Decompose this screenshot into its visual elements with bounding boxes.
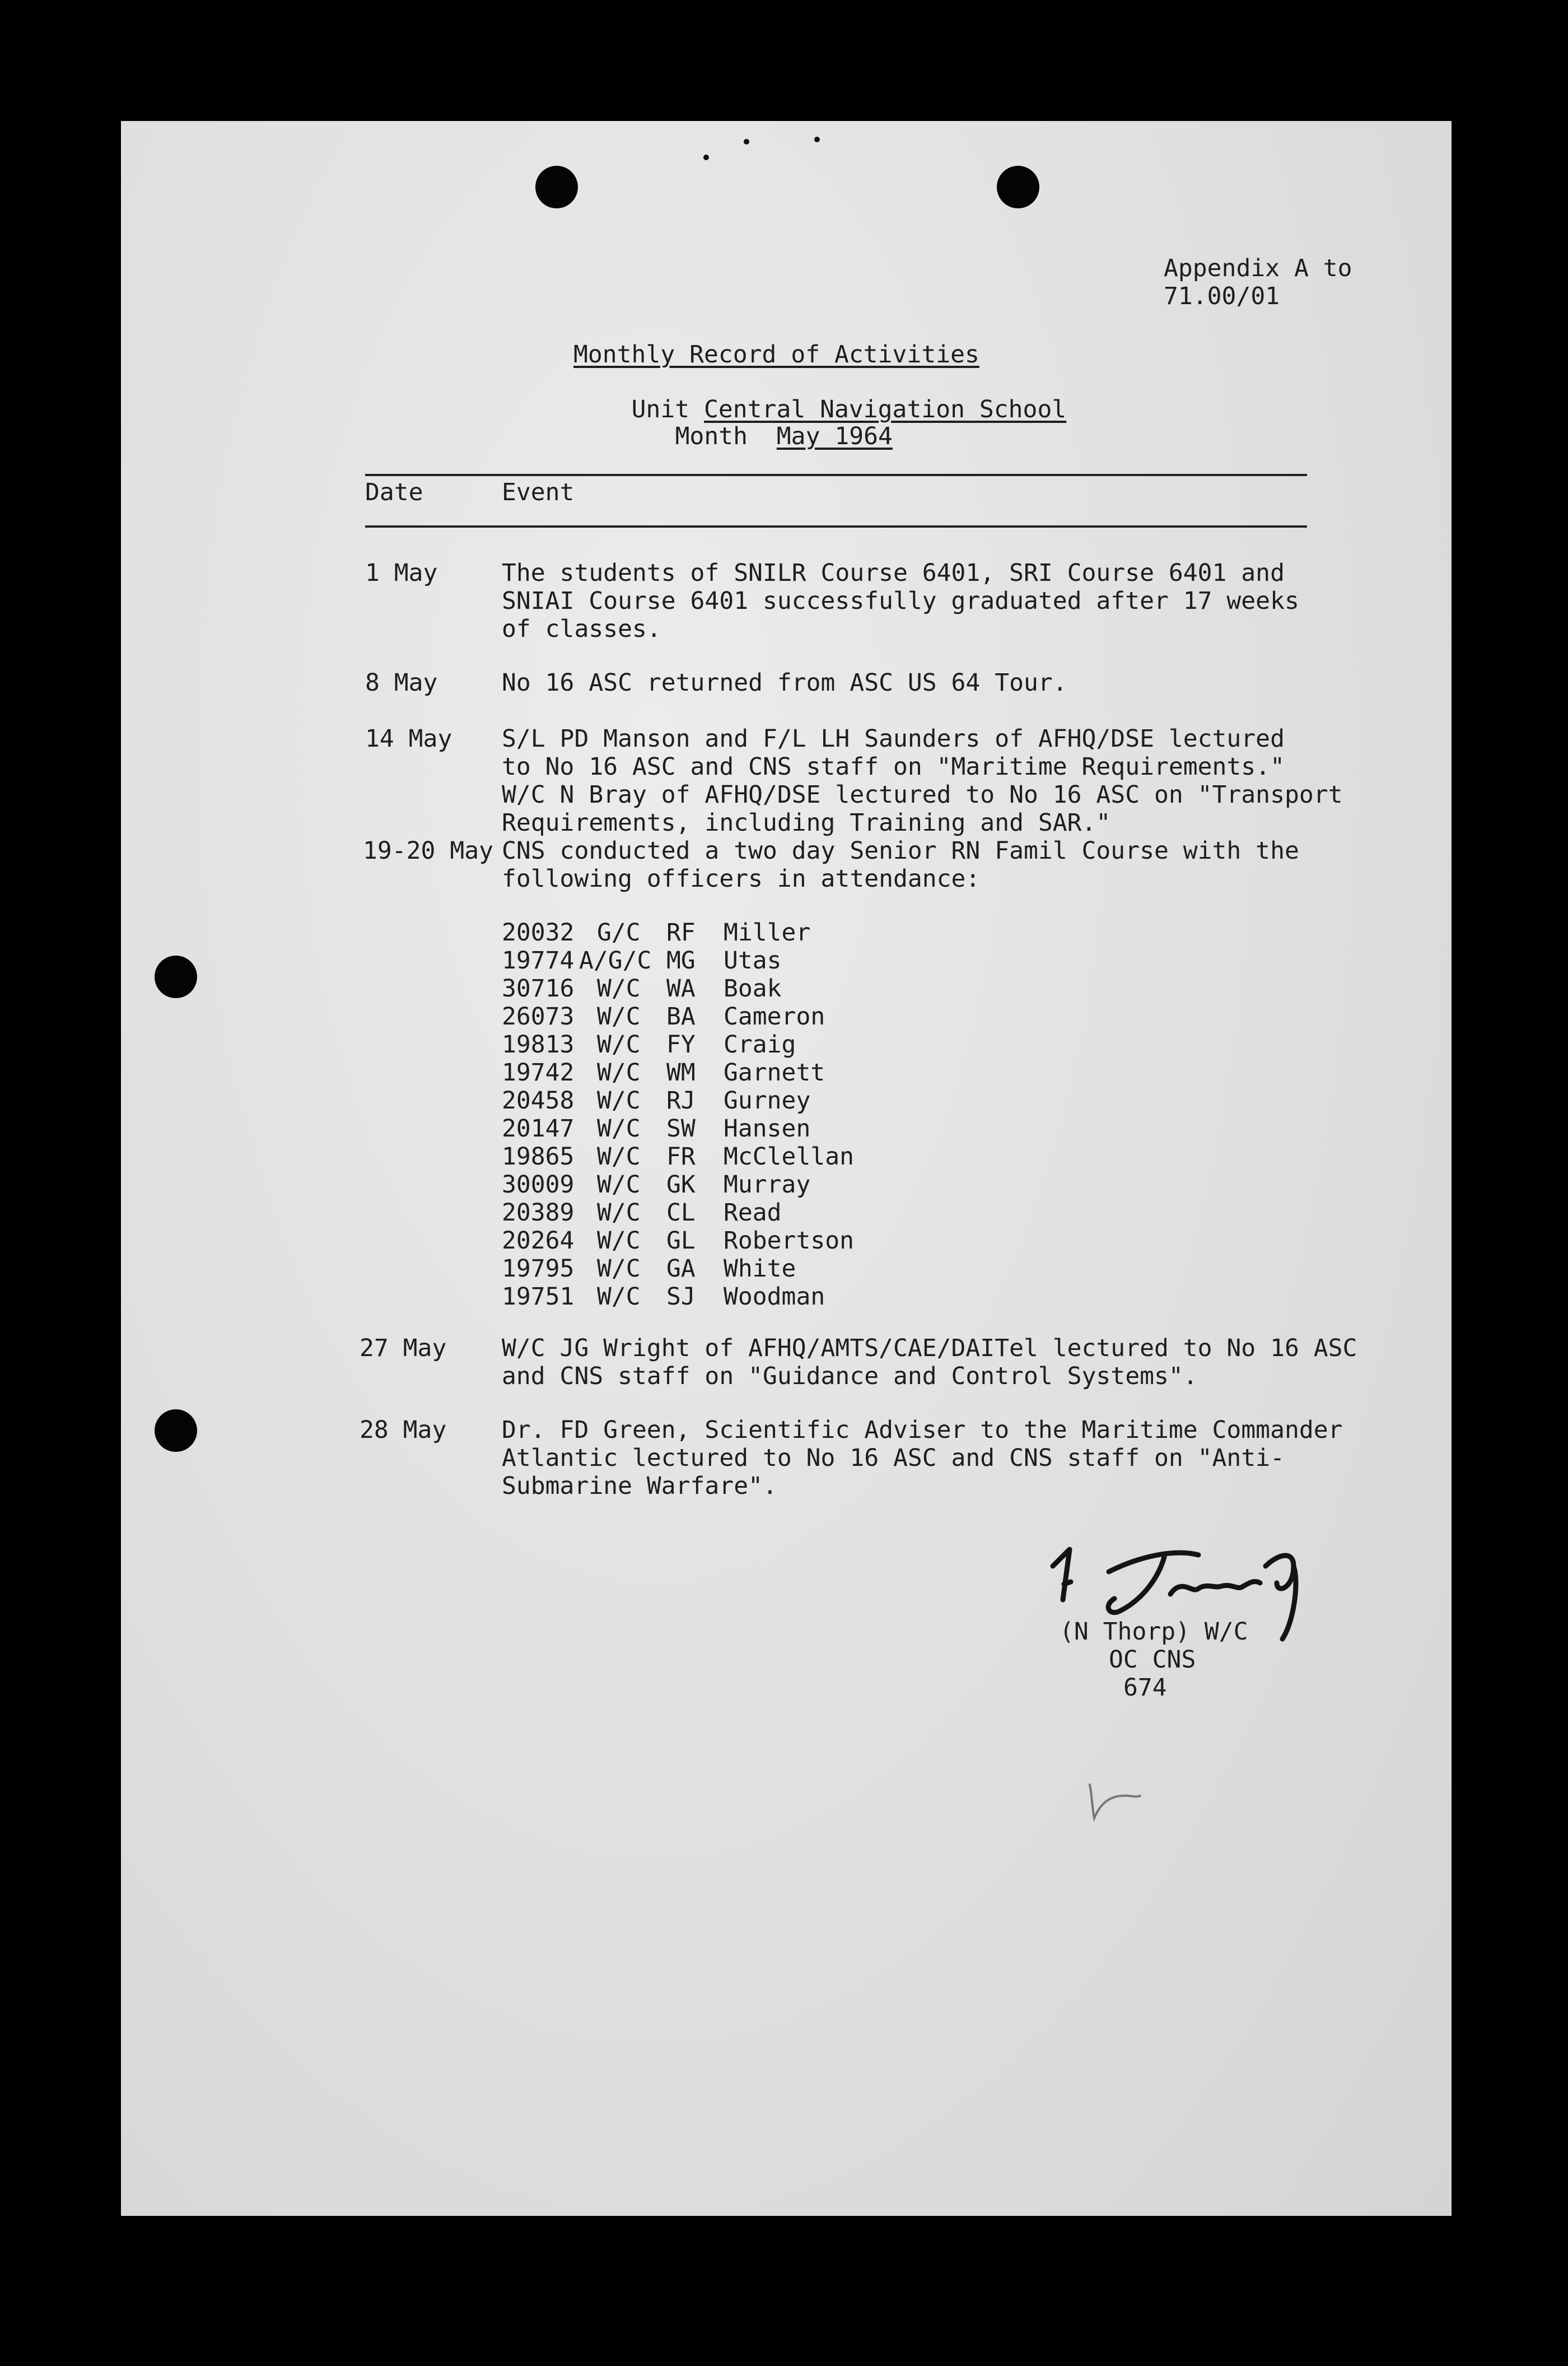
- officer-name: Garnett: [724, 1059, 825, 1087]
- officer-name: Murray: [724, 1171, 811, 1199]
- officer-initials: SJ: [666, 1283, 696, 1311]
- entry-event-line: Atlantic lectured to No 16 ASC and CNS staff on "Anti-: [502, 1444, 1285, 1472]
- document-title: Monthly Record of Activities: [573, 341, 979, 369]
- officer-initials: RF: [666, 919, 696, 947]
- officer-rank: W/C: [597, 1255, 641, 1283]
- officer-rank: W/C: [597, 1059, 641, 1087]
- officer-name: White: [724, 1255, 796, 1283]
- officer-initials: GL: [666, 1227, 696, 1255]
- entry-event-line: SNIAI Course 6401 successfully graduated after 17 weeks: [502, 587, 1299, 615]
- ink-speck: [744, 139, 749, 145]
- officer-rank: W/C: [597, 1143, 641, 1171]
- officer-number: 20032: [502, 919, 575, 947]
- entry-event-line: of classes.: [502, 615, 661, 643]
- officer-initials: BA: [666, 1003, 696, 1031]
- entry-event-line: W/C JG Wright of AFHQ/AMTS/CAE/DAITel lectured to No 16 ASC: [502, 1334, 1357, 1362]
- officer-rank: W/C: [597, 1115, 641, 1143]
- officer-name: Read: [724, 1199, 782, 1227]
- officer-name: Boak: [724, 975, 782, 1003]
- officer-rank: W/C: [597, 1199, 641, 1227]
- officer-initials: WM: [666, 1059, 696, 1087]
- officer-initials: CL: [666, 1199, 696, 1227]
- entry-date: 8 May: [365, 669, 438, 697]
- entry-date: 19-20 May: [363, 837, 493, 865]
- officer-initials: MG: [666, 947, 696, 975]
- entry-event-line: Requirements, including Training and SAR.": [502, 809, 1111, 837]
- officer-number: 19742: [502, 1059, 575, 1087]
- officer-rank: W/C: [597, 1283, 641, 1311]
- table-top-rule: [365, 474, 1307, 476]
- officer-initials: RJ: [666, 1087, 696, 1115]
- officer-rank: W/C: [597, 1003, 641, 1031]
- entry-event-line: No 16 ASC returned from ASC US 64 Tour.: [502, 669, 1067, 697]
- officer-initials: SW: [666, 1115, 696, 1143]
- entry-date: 1 May: [365, 559, 438, 587]
- officer-number: 19774: [502, 947, 575, 975]
- table-header-rule: [365, 525, 1307, 528]
- entry-event-line: and CNS staff on "Guidance and Control Systems".: [502, 1362, 1198, 1390]
- officer-number: 30716: [502, 975, 575, 1003]
- appendix-reference-line-1: Appendix A to: [1164, 254, 1352, 282]
- month-line: [617, 394, 893, 478]
- officer-number: 19795: [502, 1255, 575, 1283]
- officer-name: Hansen: [724, 1115, 811, 1143]
- officer-rank: W/C: [597, 1031, 641, 1059]
- officer-name: McClellan: [724, 1143, 854, 1171]
- unit-label: Unit: [631, 395, 690, 423]
- month-value: May 1964: [776, 422, 893, 450]
- officer-rank: A/G/C: [579, 947, 652, 975]
- entry-event-line: following officers in attendance:: [502, 865, 981, 893]
- officer-rank: W/C: [597, 1087, 641, 1115]
- entry-event-line: W/C N Bray of AFHQ/DSE lectured to No 16 ASC on "Transport: [502, 781, 1343, 809]
- officer-number: 20458: [502, 1087, 575, 1115]
- officer-initials: GK: [666, 1171, 696, 1199]
- officer-name: Miller: [724, 919, 811, 947]
- officer-rank: W/C: [597, 1227, 641, 1255]
- officer-rank: W/C: [597, 1171, 641, 1199]
- appendix-reference-line-2: 71.00/01: [1164, 282, 1280, 310]
- officer-initials: FY: [666, 1031, 696, 1059]
- officer-name: Gurney: [724, 1087, 811, 1115]
- signatory-number: 674: [1123, 1674, 1167, 1702]
- officer-name: Woodman: [724, 1283, 825, 1311]
- signatory-role: OC CNS: [1109, 1646, 1196, 1674]
- signatory-name: (N Thorp) W/C: [1060, 1618, 1248, 1646]
- entry-event-line: to No 16 ASC and CNS staff on "Maritime Requirements.": [502, 753, 1285, 781]
- officer-initials: GA: [666, 1255, 696, 1283]
- officer-initials: FR: [666, 1143, 696, 1171]
- pencil-mark: [1084, 1779, 1151, 1824]
- officer-name: Robertson: [724, 1227, 854, 1255]
- entry-date: 27 May: [360, 1334, 447, 1362]
- officer-name: Utas: [724, 947, 782, 975]
- officer-number: 19751: [502, 1283, 575, 1311]
- entry-date: 14 May: [365, 725, 452, 753]
- officer-number: 19865: [502, 1143, 575, 1171]
- officer-number: 20389: [502, 1199, 575, 1227]
- officer-number: 19813: [502, 1031, 575, 1059]
- officer-rank: G/C: [597, 919, 641, 947]
- entry-event-line: Submarine Warfare".: [502, 1472, 777, 1500]
- officer-number: 20264: [502, 1227, 575, 1255]
- officer-initials: WA: [666, 975, 696, 1003]
- punch-hole-left-lower: [155, 1409, 197, 1452]
- month-label: Month: [675, 422, 748, 450]
- officer-name: Cameron: [724, 1003, 825, 1031]
- entry-date: 28 May: [360, 1416, 447, 1444]
- entry-event-line: S/L PD Manson and F/L LH Saunders of AFHQ/DSE lectured: [502, 725, 1285, 753]
- officer-number: 26073: [502, 1003, 575, 1031]
- entry-event-line: CNS conducted a two day Senior RN Famil Course with the: [502, 837, 1299, 865]
- entry-event-line: Dr. FD Green, Scientific Adviser to the Maritime Commander: [502, 1416, 1343, 1444]
- column-header-event: Event: [502, 478, 575, 506]
- officer-number: 30009: [502, 1171, 575, 1199]
- officer-rank: W/C: [597, 975, 641, 1003]
- ink-speck: [703, 155, 709, 160]
- ink-speck: [814, 137, 820, 142]
- punch-hole-top-left: [535, 166, 578, 208]
- entry-event-line: The students of SNILR Course 6401, SRI Course 6401 and: [502, 559, 1285, 587]
- officer-name: Craig: [724, 1031, 796, 1059]
- punch-hole-top-right: [997, 166, 1039, 208]
- officer-number: 20147: [502, 1115, 575, 1143]
- column-header-date: Date: [365, 478, 423, 506]
- document-page: [121, 121, 1452, 2216]
- punch-hole-left-middle: [155, 956, 197, 998]
- unit-value: Central Navigation School: [704, 395, 1067, 423]
